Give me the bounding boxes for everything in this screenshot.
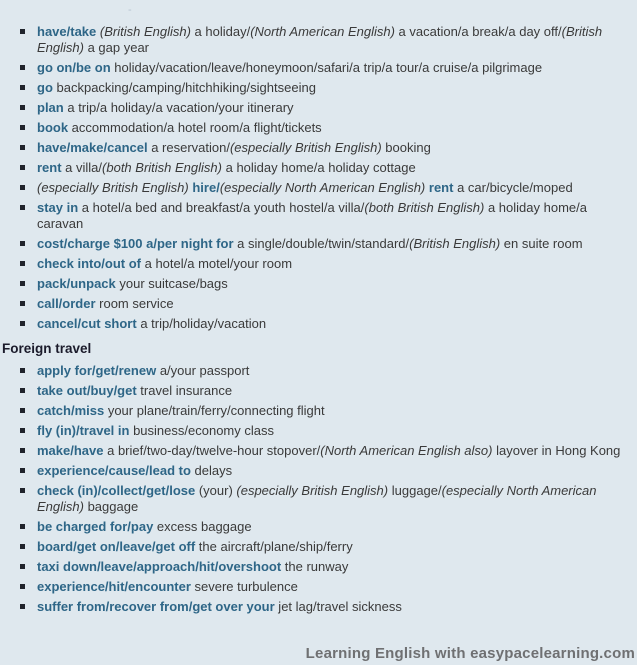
keyword-phrase: board/get on/leave/get off xyxy=(37,539,196,554)
phrase-text: luggage/ xyxy=(388,483,442,498)
bullet-square-icon xyxy=(20,85,25,90)
bullet-square-icon xyxy=(20,321,25,326)
keyword-phrase: experience/cause/lead to xyxy=(37,463,191,478)
list-item xyxy=(20,160,629,176)
list-item xyxy=(20,599,629,615)
language-label: (especially North American English) xyxy=(219,180,426,195)
list-item xyxy=(20,423,629,439)
bullet-square-icon xyxy=(20,205,25,210)
phrase-text: a holiday home/a holiday cottage xyxy=(221,160,416,175)
keyword-phrase: cost/charge $100 a/per night for xyxy=(37,236,234,251)
bullet-square-icon xyxy=(20,29,25,34)
list-item xyxy=(20,24,629,56)
stray-mark: - xyxy=(128,4,132,16)
language-label: (North American English also) xyxy=(320,443,493,458)
phrase-text: your suitcase/bags xyxy=(115,276,228,291)
keyword-phrase: check into/out of xyxy=(37,256,141,271)
phrase-text: baggage xyxy=(83,499,139,514)
phrase-text: holiday/vacation/leave/honeymoon/safari/a trip/a tour/a cruise/a pilgrimage xyxy=(110,60,543,75)
keyword-phrase: plan xyxy=(37,100,64,115)
phrase-text: a holiday/ xyxy=(190,24,251,39)
phrase-text: room service xyxy=(95,296,174,311)
phrase-text: layover in Hong Kong xyxy=(492,443,621,458)
phrase-text: a trip/holiday/vacation xyxy=(136,316,267,331)
phrase-text: booking xyxy=(381,140,431,155)
list-item xyxy=(20,256,629,272)
list-item xyxy=(20,539,629,555)
phrase-text: a trip/a holiday/a vacation/your itinerary xyxy=(63,100,294,115)
language-label: (both British English) xyxy=(364,200,485,215)
keyword-phrase: go xyxy=(37,80,53,95)
list-item xyxy=(20,403,629,419)
bullet-square-icon xyxy=(20,468,25,473)
bullet-square-icon xyxy=(20,564,25,569)
bullet-square-icon xyxy=(20,388,25,393)
list-item xyxy=(20,80,629,96)
phrase-text: a hotel/a motel/your room xyxy=(141,256,293,271)
phrase-text: jet lag/travel sickness xyxy=(274,599,402,614)
keyword-phrase: pack/unpack xyxy=(37,276,116,291)
language-label: (especially British English) xyxy=(37,180,189,195)
list-item xyxy=(20,140,629,156)
phrase-text: a villa/ xyxy=(61,160,103,175)
list-item xyxy=(20,383,629,399)
keyword-phrase: rent xyxy=(428,180,454,195)
keyword-phrase: go on/be on xyxy=(37,60,111,75)
language-label: (both British English) xyxy=(102,160,222,175)
bullet-square-icon xyxy=(20,125,25,130)
phrase-text: delays xyxy=(190,463,233,478)
phrase-text: a brief/two-day/twelve-hour stopover/ xyxy=(103,443,321,458)
keyword-phrase: stay in xyxy=(37,200,79,215)
keyword-phrase: have/make/cancel xyxy=(37,140,148,155)
list-item xyxy=(20,363,629,379)
list-item xyxy=(20,579,629,595)
list-item xyxy=(20,519,629,535)
bullet-square-icon xyxy=(20,65,25,70)
section-heading: Foreign travel xyxy=(2,341,92,356)
list-item xyxy=(20,483,629,515)
list-item xyxy=(20,276,629,292)
keyword-phrase: book xyxy=(37,120,69,135)
phrase-text: en suite room xyxy=(500,236,583,251)
footer-branding: Learning English with easypacelearning.com xyxy=(305,645,635,662)
phrase-text: a car/bicycle/moped xyxy=(453,180,573,195)
phrase-text: a single/double/twin/standard/ xyxy=(233,236,410,251)
keyword-phrase: taxi down/leave/approach/hit/overshoot xyxy=(37,559,282,574)
phrase-text: a gap year xyxy=(83,40,150,55)
keyword-phrase: fly (in)/travel in xyxy=(37,423,130,438)
bullet-square-icon xyxy=(20,165,25,170)
phrase-text: a hotel/a bed and breakfast/a youth hostel/a villa/ xyxy=(78,200,365,215)
list-item xyxy=(20,200,629,232)
bullet-square-icon xyxy=(20,185,25,190)
language-label: (especially British English) xyxy=(236,483,389,498)
phrase-text: business/economy class xyxy=(129,423,274,438)
language-label: (North American English) xyxy=(250,24,395,39)
phrase-text: severe turbulence xyxy=(190,579,298,594)
list-item xyxy=(20,296,629,312)
list-item xyxy=(20,100,629,116)
list-item xyxy=(20,180,629,196)
keyword-phrase: hire/ xyxy=(192,180,220,195)
language-label: (British English) xyxy=(99,24,191,39)
bullet-square-icon xyxy=(20,241,25,246)
keyword-phrase: rent xyxy=(37,160,62,175)
keyword-phrase: make/have xyxy=(37,443,104,458)
phrase-text: a reservation/ xyxy=(147,140,230,155)
list-item xyxy=(20,559,629,575)
language-label: (especially North American English) xyxy=(37,483,597,514)
phrase-text: excess baggage xyxy=(153,519,252,534)
bullet-square-icon xyxy=(20,488,25,493)
keyword-phrase: suffer from/recover from/get over your xyxy=(37,599,275,614)
bullet-square-icon xyxy=(20,544,25,549)
bullet-square-icon xyxy=(20,428,25,433)
phrase-text: the runway xyxy=(281,559,349,574)
phrase-text: your plane/train/ferry/connecting flight xyxy=(104,403,325,418)
keyword-phrase: experience/hit/encounter xyxy=(37,579,191,594)
phrase-text: accommodation/a hotel room/a flight/tickets xyxy=(68,120,322,135)
keyword-phrase: call/order xyxy=(37,296,96,311)
list-item xyxy=(20,60,629,76)
keyword-phrase: check (in)/collect/get/lose xyxy=(37,483,196,498)
phrase-text: travel insurance xyxy=(136,383,233,398)
keyword-phrase: cancel/cut short xyxy=(37,316,137,331)
bullet-square-icon xyxy=(20,105,25,110)
bullet-square-icon xyxy=(20,261,25,266)
phrase-text: the aircraft/plane/ship/ferry xyxy=(195,539,353,554)
keyword-phrase: take out/buy/get xyxy=(37,383,137,398)
keyword-phrase: have/take xyxy=(37,24,97,39)
bullet-square-icon xyxy=(20,368,25,373)
bullet-square-icon xyxy=(20,408,25,413)
keyword-phrase: catch/miss xyxy=(37,403,105,418)
bullet-square-icon xyxy=(20,301,25,306)
bullet-square-icon xyxy=(20,281,25,286)
language-label: (British English) xyxy=(37,24,603,55)
language-label: (British English) xyxy=(409,236,501,251)
list-item xyxy=(20,236,629,252)
list-item xyxy=(20,120,629,136)
bullet-square-icon xyxy=(20,448,25,453)
bullet-square-icon xyxy=(20,584,25,589)
list-item xyxy=(20,316,629,332)
keyword-phrase: be charged for/pay xyxy=(37,519,154,534)
bullet-square-icon xyxy=(20,604,25,609)
phrase-text: a/your passport xyxy=(156,363,250,378)
list-item xyxy=(20,443,629,459)
phrase-text: backpacking/camping/hitchhiking/sightseeing xyxy=(52,80,316,95)
language-label: (especially British English) xyxy=(229,140,382,155)
phrase-text: a holiday home/a caravan xyxy=(37,200,587,231)
phrase-text: (your) xyxy=(195,483,237,498)
bullet-square-icon xyxy=(20,145,25,150)
bullet-square-icon xyxy=(20,524,25,529)
phrase-text: a vacation/a break/a day off/ xyxy=(394,24,562,39)
list-item xyxy=(20,463,629,479)
keyword-phrase: apply for/get/renew xyxy=(37,363,157,378)
